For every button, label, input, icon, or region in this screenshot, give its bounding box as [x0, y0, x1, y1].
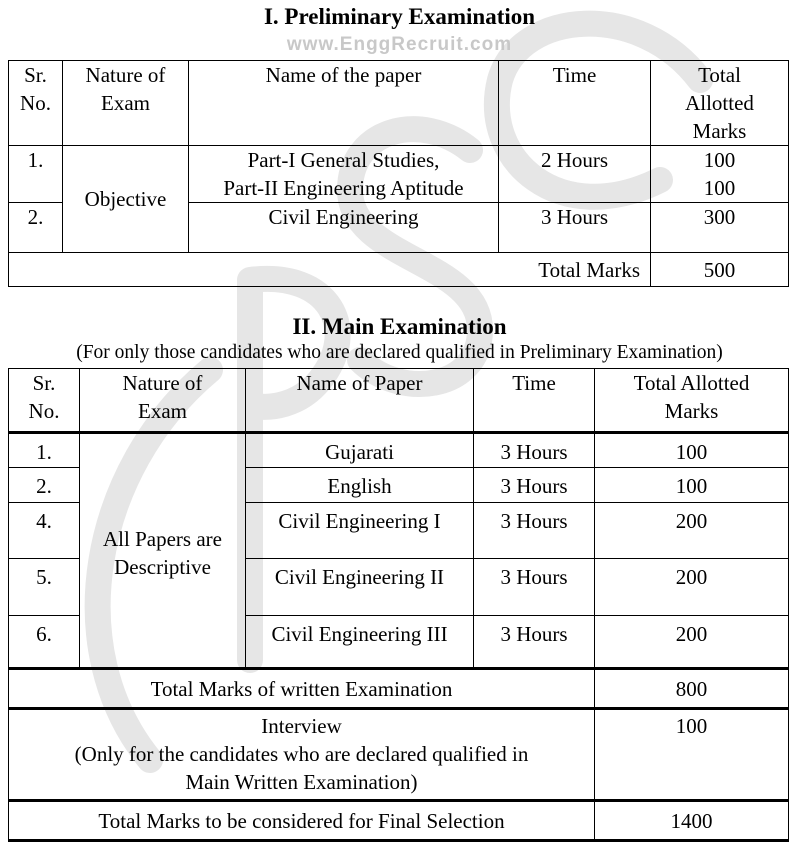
- main-note: (For only those candidates who are declared qualified in Preliminary Examination): [76, 342, 723, 363]
- table-row: [9, 146, 789, 203]
- main-title: II. Main Examination: [292, 314, 507, 339]
- prelim-row1-paper: Part-I General Studies, Part-II Engineering Aptitude: [189, 146, 499, 203]
- prelim-header-paper: Name of the paper: [189, 61, 499, 146]
- prelim-row1-marks: 100 100: [651, 146, 789, 203]
- prelim-total-value: 500: [651, 253, 789, 287]
- main-row1-time: 3 Hours: [474, 433, 595, 468]
- main-header-time: Time: [474, 369, 595, 433]
- prelim-row2-paper: Civil Engineering: [189, 203, 499, 253]
- main-row1-sr: 1.: [9, 433, 80, 468]
- main-row5-marks: 200: [595, 616, 789, 669]
- final-total-row: [9, 801, 789, 841]
- interview-label: Interview (Only for the candidates who are declared qualified in Main Written Examination): [9, 709, 595, 801]
- main-row2-time: 3 Hours: [474, 468, 595, 503]
- final-total-value: 1400: [595, 801, 789, 841]
- main-table: [8, 368, 789, 842]
- written-total-label: Total Marks of written Examination: [9, 669, 595, 709]
- main-row4-marks: 200: [595, 559, 789, 616]
- prelim-row2-time: 3 Hours: [499, 203, 651, 253]
- main-row3-paper: Civil Engineering I: [246, 503, 474, 559]
- main-row3-sr: 4.: [9, 503, 80, 559]
- prelim-header-row: [9, 61, 789, 146]
- prelim-row2-marks: 300: [651, 203, 789, 253]
- main-nature: All Papers are Descriptive: [80, 433, 246, 669]
- written-total-value: 800: [595, 669, 789, 709]
- main-header-sr: Sr. No.: [9, 369, 80, 433]
- main-row2-paper: English: [246, 468, 474, 503]
- main-row4-sr: 5.: [9, 559, 80, 616]
- site-watermark-text: www.EnggRecruit.com: [286, 34, 513, 55]
- prelim-header-sr: Sr. No.: [9, 61, 63, 146]
- main-row5-paper: Civil Engineering III: [246, 616, 474, 669]
- main-row4-time: 3 Hours: [474, 559, 595, 616]
- prelim-nature: Objective: [63, 146, 189, 253]
- main-row5-time: 3 Hours: [474, 616, 595, 669]
- prelim-table: [8, 60, 789, 287]
- main-row1-marks: 100: [595, 433, 789, 468]
- main-header-marks: Total Allotted Marks: [595, 369, 789, 433]
- final-total-label: Total Marks to be considered for Final Selection: [9, 801, 595, 841]
- main-header-paper: Name of Paper: [246, 369, 474, 433]
- interview-value: 100: [595, 709, 789, 801]
- written-total-row: [9, 669, 789, 709]
- prelim-row1-time: 2 Hours: [499, 146, 651, 203]
- main-row4-paper: Civil Engineering II: [246, 559, 474, 616]
- main-row3-marks: 200: [595, 503, 789, 559]
- prelim-row1-sr: 1.: [9, 146, 63, 203]
- interview-row: [9, 709, 789, 801]
- main-header-nature: Nature of Exam: [80, 369, 246, 433]
- main-row5-sr: 6.: [9, 616, 80, 669]
- prelim-total-row: [9, 253, 789, 287]
- main-header-row: [9, 369, 789, 433]
- prelim-total-label: Total Marks: [9, 253, 651, 287]
- main-row2-sr: 2.: [9, 468, 80, 503]
- prelim-header-nature: Nature of Exam: [63, 61, 189, 146]
- main-row2-marks: 100: [595, 468, 789, 503]
- prelim-row2-sr: 2.: [9, 203, 63, 253]
- main-row3-time: 3 Hours: [474, 503, 595, 559]
- main-row1-paper: Gujarati: [246, 433, 474, 468]
- table-row: [9, 433, 789, 468]
- prelim-title: I. Preliminary Examination: [263, 4, 536, 29]
- prelim-header-marks: Total Allotted Marks: [651, 61, 789, 146]
- prelim-header-time: Time: [499, 61, 651, 146]
